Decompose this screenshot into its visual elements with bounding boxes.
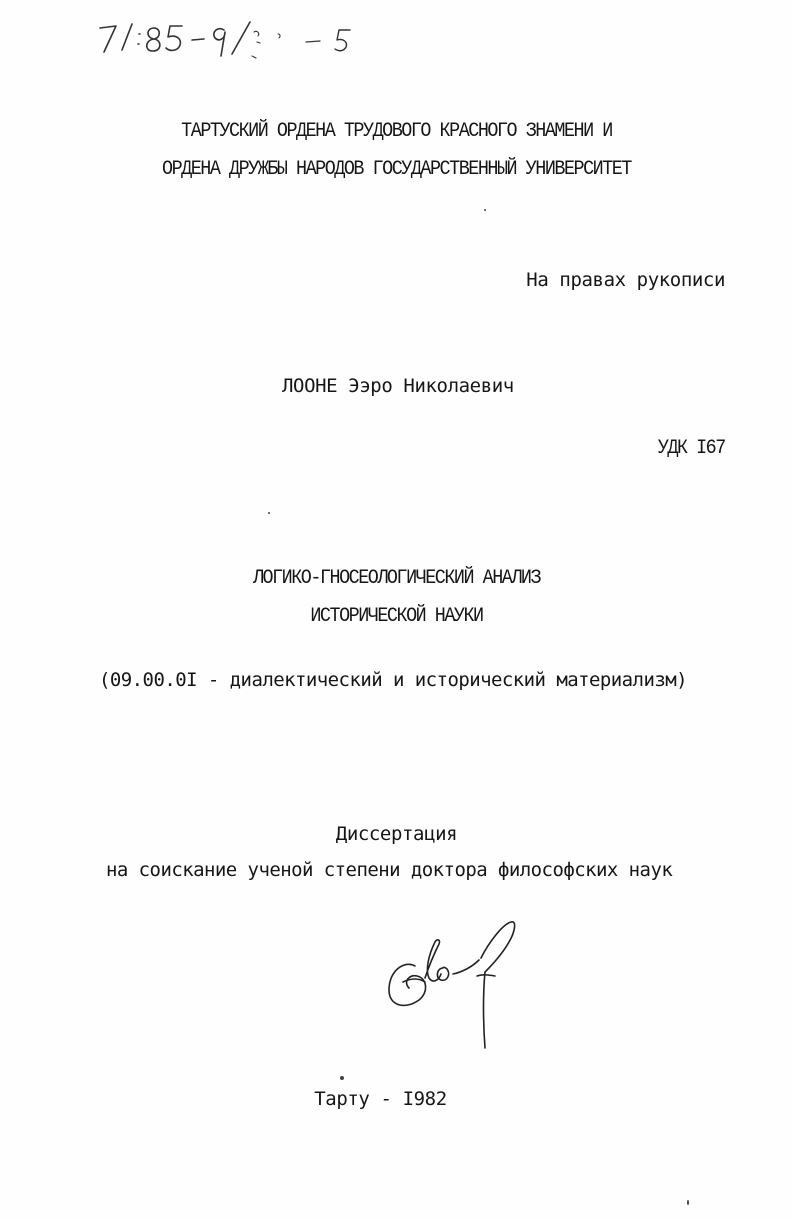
dissertation-label: Диссертация bbox=[335, 823, 458, 845]
specialty-code: (09.00.0I - диалектический и исторический материализм) bbox=[99, 669, 688, 691]
place-and-year: Тарту - I982 bbox=[314, 1088, 447, 1110]
university-line-2: ОРДЕНА ДРУЖБЫ НАРОДОВ ГОСУДАРСТВЕННЫЙ УНИВЕРСИТЕТ bbox=[162, 158, 631, 181]
speck bbox=[484, 209, 486, 211]
handwritten-archive-number bbox=[92, 8, 372, 68]
udc-code: УДК I67 bbox=[657, 437, 725, 460]
speck bbox=[268, 512, 270, 514]
speck bbox=[687, 1200, 689, 1205]
university-line-1: ТАРТУСКИЙ ОРДЕНА ТРУДОВОГО КРАСНОГО ЗНАМЕНИ И bbox=[181, 120, 612, 143]
speck bbox=[340, 1076, 344, 1080]
degree-line: на соискание ученой степени доктора философских наук bbox=[106, 859, 673, 881]
author-name: ЛООНЕ Ээро Николаевич bbox=[282, 375, 514, 397]
thesis-title-line-1: ЛОГИКО-ГНОСЕОЛОГИЧЕСКИЙ АНАЛИЗ bbox=[252, 567, 541, 590]
manuscript-rights: На правах рукописи bbox=[526, 269, 725, 291]
thesis-title-line-2: ИСТОРИЧЕСКОЙ НАУКИ bbox=[310, 605, 483, 628]
author-signature bbox=[385, 918, 525, 1068]
